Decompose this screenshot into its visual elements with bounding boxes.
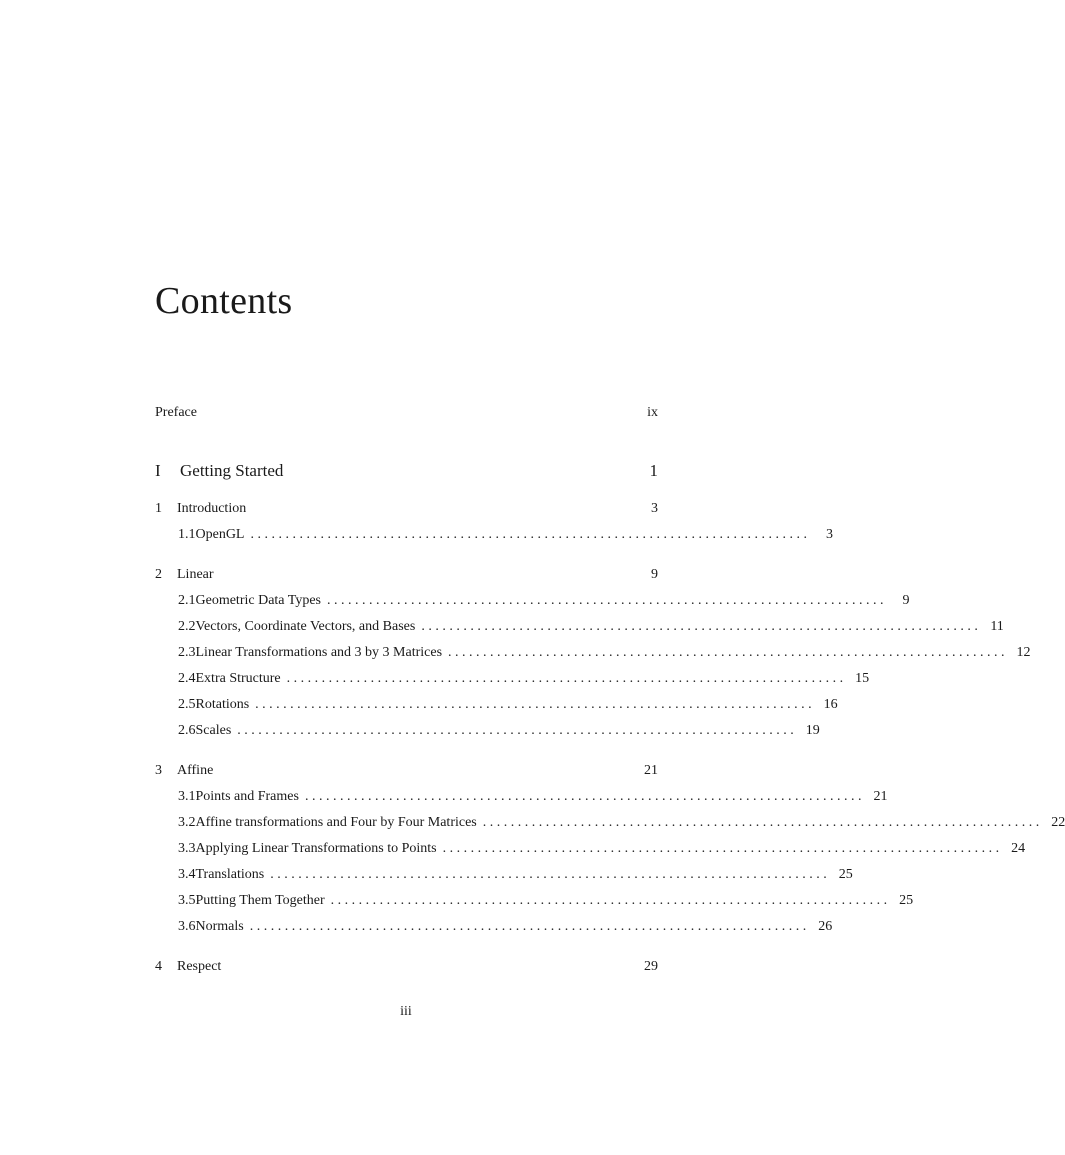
toc-entry-page: 12	[1016, 645, 1031, 660]
toc-chapter-number: 3	[155, 763, 162, 778]
toc-chapter-number: 2	[155, 567, 162, 582]
toc-entry-page: 25	[838, 867, 853, 882]
toc-entry-page: 3	[651, 501, 658, 516]
toc-section-number: 1.1	[178, 527, 196, 542]
toc-entry-page: 29	[644, 959, 658, 974]
toc-entry-title: Scales	[195, 723, 232, 738]
toc-entry-page: 11	[990, 619, 1004, 634]
toc-entry-page: 25	[899, 893, 914, 908]
toc-entry-page: ix	[647, 405, 658, 420]
toc-entry-title: Preface	[155, 405, 197, 420]
toc-entry-page: 24	[1011, 841, 1026, 856]
toc-entry-title: Respect	[177, 959, 222, 974]
dot-leader: . . . . . . . . . . . . . . . . . . . . . . . . . . . . . . . . . . . . . . . . . . . . . . . . . . . . . . . . . . . . . . . . . . . . . . . . . . . . . . . .	[237, 723, 794, 738]
dot-leader: . . . . . . . . . . . . . . . . . . . . . . . . . . . . . . . . . . . . . . . . . . . . . . . . . . . . . . . . . . . . . . . . . . . . . . . . . . . . . . . .	[327, 593, 884, 608]
toc-entry-title: Linear Transformations and 3 by 3 Matrices	[195, 645, 443, 660]
toc-chapter-entry[interactable]	[155, 568, 658, 586]
toc-chapter-list	[155, 501, 1065, 978]
toc-entry-title: Applying Linear Transformations to Points	[195, 841, 437, 856]
dot-leader: . . . . . . . . . . . . . . . . . . . . . . . . . . . . . . . . . . . . . . . . . . . . . . . . . . . . . . . . . . . . . . . . . . . . . . . . . . . . . . . .	[270, 867, 827, 882]
page-title: Contents	[155, 280, 293, 322]
toc-section-number: 2.1	[178, 593, 196, 608]
toc-section-entry[interactable]	[155, 841, 1026, 860]
dot-leader: . . . . . . . . . . . . . . . . . . . . . . . . . . . . . . . . . . . . . . . . . . . . . . . . . . . . . . . . . . . . . . . . . . . . . . . . . . . . . . . .	[482, 815, 1040, 830]
toc-entry-title: Vectors, Coordinate Vectors, and Bases	[195, 619, 416, 634]
toc-entry-title: Translations	[195, 867, 265, 882]
toc-chapter-number: 1	[155, 501, 162, 516]
toc-section-number: 2.6	[178, 723, 196, 738]
toc-entry-title: Affine transformations and Four by Four Matrices	[195, 815, 477, 830]
toc-preface-entry[interactable]	[155, 406, 658, 420]
toc-entry-title: Linear	[177, 567, 214, 582]
toc-chapter-entry[interactable]	[155, 960, 658, 978]
toc-entry-title: Normals	[195, 919, 244, 934]
toc-section-entry[interactable]	[155, 671, 870, 690]
toc-section-number: 2.4	[178, 671, 196, 686]
toc-section-entry[interactable]	[155, 867, 853, 886]
toc-entry-page: 9	[651, 567, 658, 582]
toc-entry-title: Points and Frames	[195, 789, 299, 804]
toc-section-entry[interactable]	[155, 697, 838, 716]
toc-entry-page: 19	[805, 723, 820, 738]
toc-section-entry[interactable]	[155, 919, 833, 938]
dot-leader: . . . . . . . . . . . . . . . . . . . . . . . . . . . . . . . . . . . . . . . . . . . . . . . . . . . . . . . . . . . . . . . . . . . . . . . . . . . . . . . .	[421, 619, 978, 634]
toc-entry-title: Rotations	[195, 697, 250, 712]
toc-section-number: 3.1	[178, 789, 196, 804]
dot-leader: . . . . . . . . . . . . . . . . . . . . . . . . . . . . . . . . . . . . . . . . . . . . . . . . . . . . . . . . . . . . . . . . . . . . . . . . . . . . . . . .	[304, 789, 862, 804]
toc-section-number: 2.3	[178, 645, 196, 660]
toc-entry-title: Introduction	[177, 501, 247, 516]
dot-leader: . . . . . . . . . . . . . . . . . . . . . . . . . . . . . . . . . . . . . . . . . . . . . . . . . . . . . . . . . . . . . . . . . . . . . . . . . . . . . . . .	[448, 645, 1005, 660]
toc-entry-page: 22	[1051, 815, 1065, 830]
toc-section-number: 3.3	[178, 841, 196, 856]
dot-leader: . . . . . . . . . . . . . . . . . . . . . . . . . . . . . . . . . . . . . . . . . . . . . . . . . . . . . . . . . . . . . . . . . . . . . . . . . . . . . . . .	[286, 671, 844, 686]
toc-chapter-number: 4	[155, 959, 162, 974]
toc-entry-title: Getting Started	[180, 461, 284, 480]
toc-section-entry[interactable]	[155, 645, 1031, 664]
toc-entry-page: 16	[823, 697, 838, 712]
toc-section-entry[interactable]	[155, 789, 888, 808]
toc-entry-page: 3	[826, 527, 833, 542]
toc-section-entry[interactable]	[155, 593, 910, 612]
dot-leader: . . . . . . . . . . . . . . . . . . . . . . . . . . . . . . . . . . . . . . . . . . . . . . . . . . . . . . . . . . . . . . . . . . . . . . . . . . . . . . . .	[250, 527, 807, 542]
toc-section-number: 2.5	[178, 697, 196, 712]
dot-leader: . . . . . . . . . . . . . . . . . . . . . . . . . . . . . . . . . . . . . . . . . . . . . . . . . . . . . . . . . . . . . . . . . . . . . . . . . . . . . . . .	[255, 697, 812, 712]
toc-entry-title: Extra Structure	[195, 671, 281, 686]
dot-leader: . . . . . . . . . . . . . . . . . . . . . . . . . . . . . . . . . . . . . . . . . . . . . . . . . . . . . . . . . . . . . . . . . . . . . . . . . . . . . . . .	[442, 841, 1000, 856]
dot-leader: . . . . . . . . . . . . . . . . . . . . . . . . . . . . . . . . . . . . . . . . . . . . . . . . . . . . . . . . . . . . . . . . . . . . . . . . . . . . . . . .	[249, 919, 807, 934]
toc-entry-page: 26	[818, 919, 833, 934]
toc-entry-title: Geometric Data Types	[195, 593, 321, 608]
table-of-contents	[155, 400, 1065, 978]
toc-section-entry[interactable]	[155, 893, 914, 912]
toc-section-number: 3.5	[178, 893, 196, 908]
toc-part-entry[interactable]	[155, 462, 658, 479]
toc-section-entry[interactable]	[155, 619, 1004, 638]
toc-entry-page: 21	[644, 763, 658, 778]
toc-section-number: 3.6	[178, 919, 196, 934]
toc-section-number: 3.2	[178, 815, 196, 830]
toc-part-number: I	[155, 461, 161, 480]
toc-entry-page: 15	[855, 671, 870, 686]
toc-section-entry[interactable]	[155, 815, 1065, 834]
toc-entry-page: 1	[649, 461, 658, 480]
toc-chapter-entry[interactable]	[155, 764, 658, 782]
toc-section-number: 3.4	[178, 867, 196, 882]
toc-entry-title: Putting Them Together	[195, 893, 325, 908]
dot-leader: . . . . . . . . . . . . . . . . . . . . . . . . . . . . . . . . . . . . . . . . . . . . . . . . . . . . . . . . . . . . . . . . . . . . . . . . . . . . . . . .	[330, 893, 888, 908]
toc-entry-title: OpenGL	[195, 527, 245, 542]
toc-section-number: 2.2	[178, 619, 196, 634]
toc-section-entry[interactable]	[155, 723, 820, 742]
toc-entry-title: Affine	[177, 763, 214, 778]
page-number: iii	[400, 1004, 412, 1019]
toc-section-entry[interactable]	[155, 527, 833, 546]
toc-entry-page: 21	[873, 789, 888, 804]
toc-chapter-entry[interactable]	[155, 502, 658, 520]
toc-entry-page: 9	[902, 593, 910, 608]
